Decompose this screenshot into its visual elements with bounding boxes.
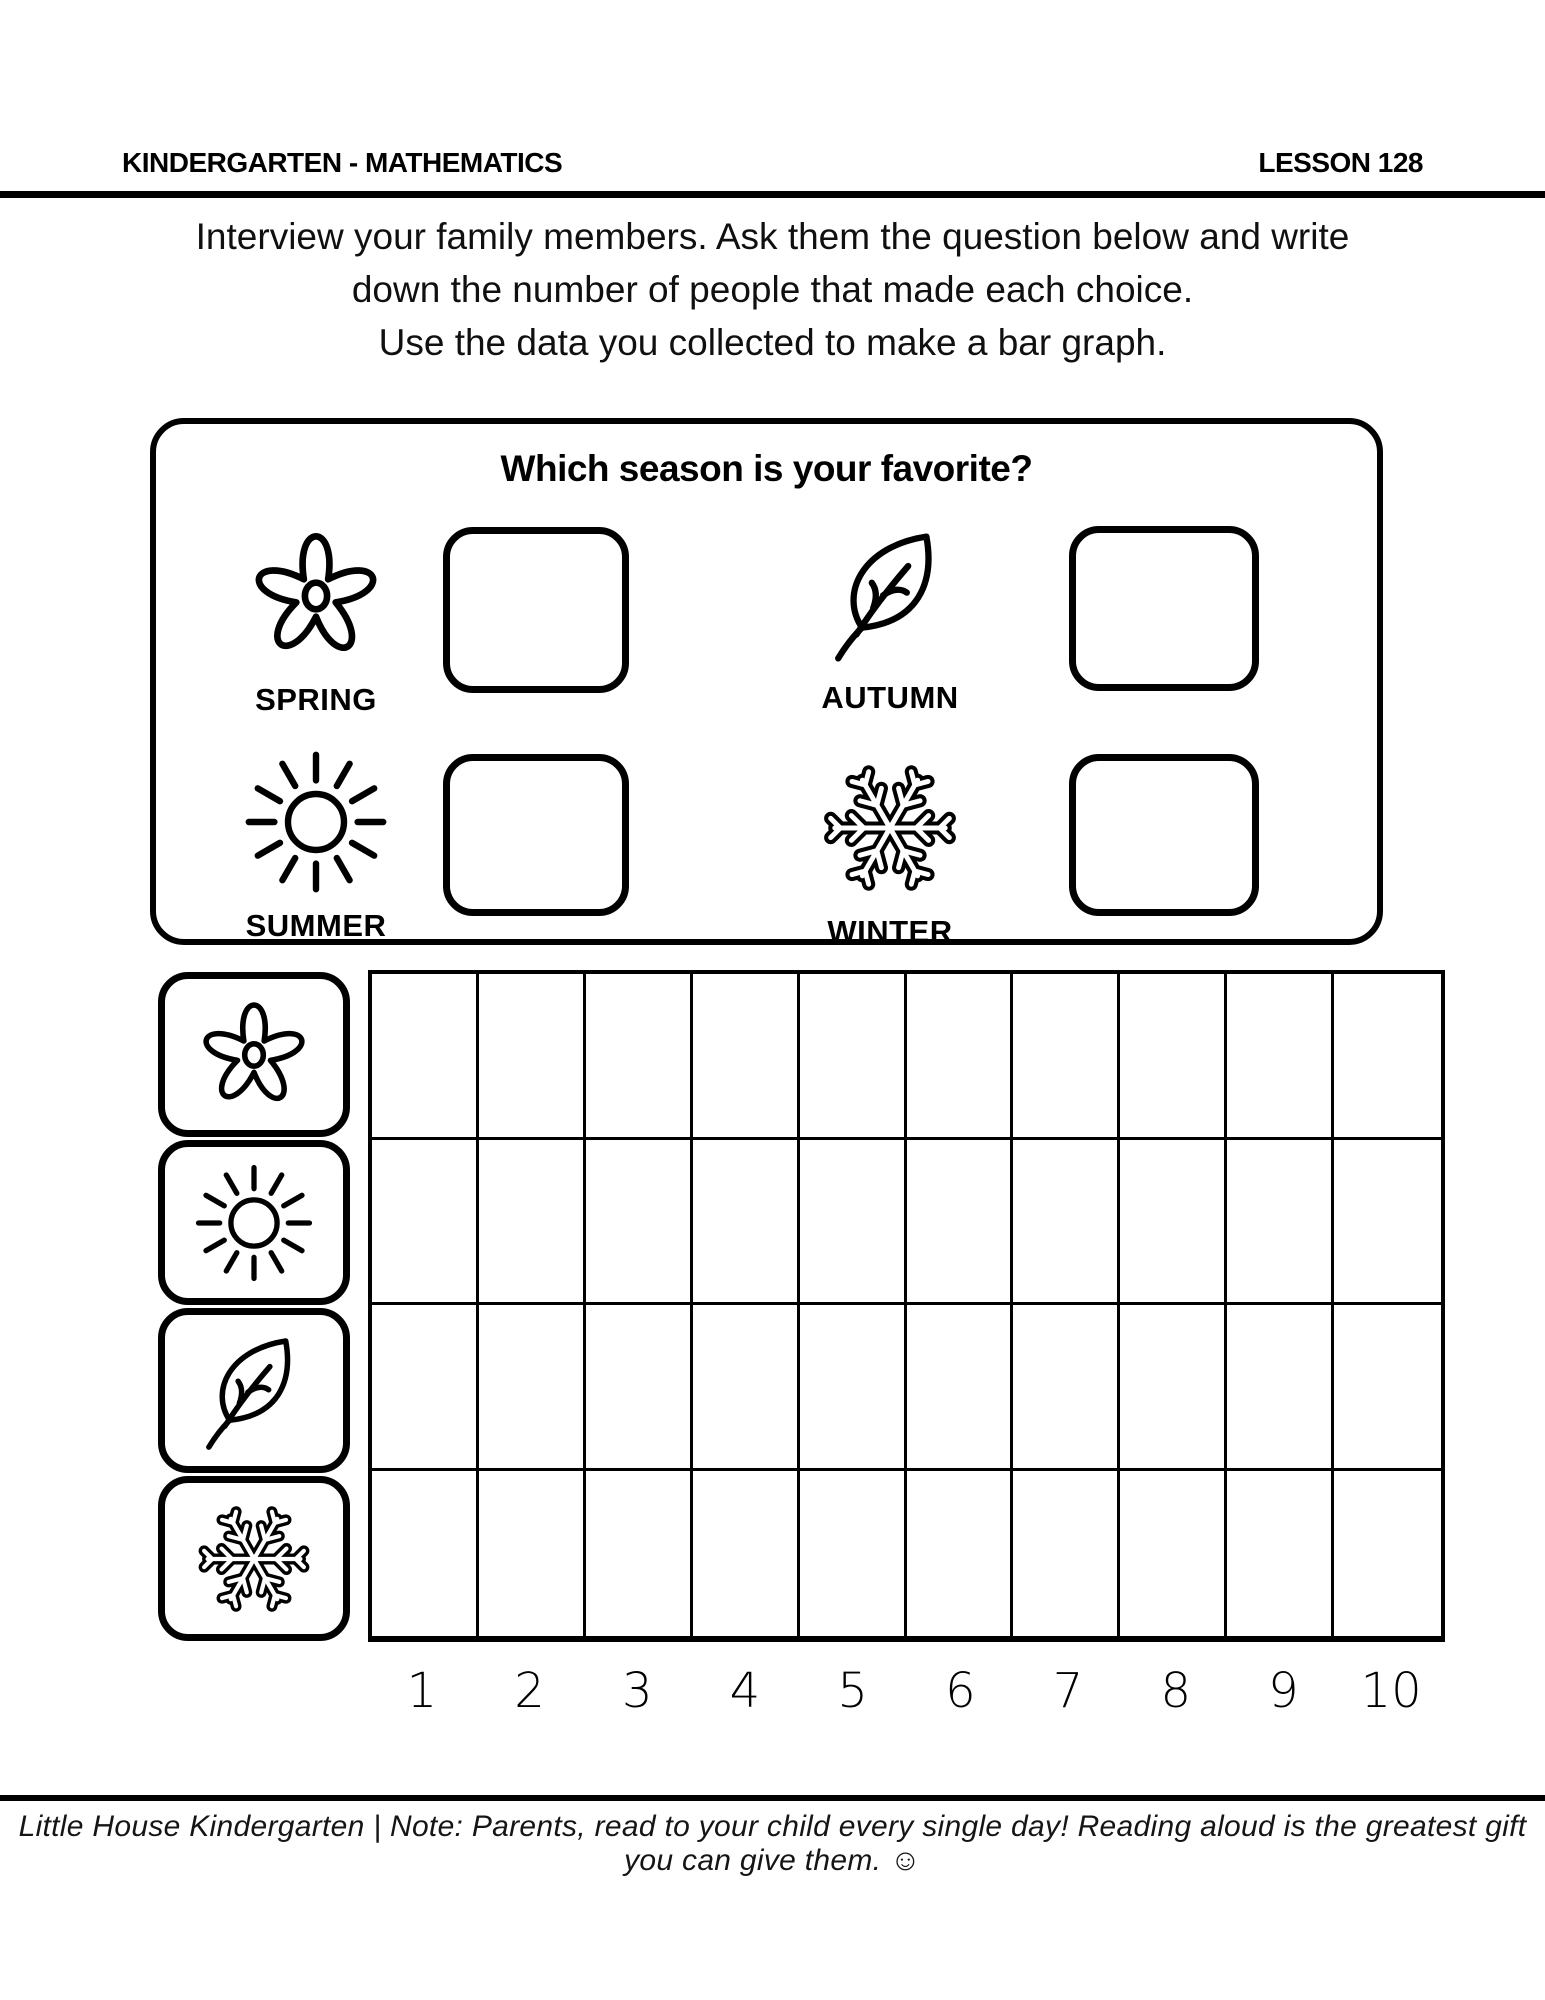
autumn-count-box[interactable]	[1069, 526, 1259, 691]
row-tile-summer	[158, 1140, 350, 1305]
grid-cell-r4-c9[interactable]	[1227, 1471, 1334, 1637]
grid-cell-r2-c5[interactable]	[800, 1140, 907, 1306]
grid-cell-r1-c6[interactable]	[907, 974, 1014, 1140]
grid-cell-r2-c8[interactable]	[1120, 1140, 1227, 1306]
x-tick-7: 7	[1052, 1663, 1084, 1719]
grid-cell-r4-c3[interactable]	[586, 1471, 693, 1637]
leaf-icon	[820, 514, 960, 674]
snowflake-icon	[196, 1501, 312, 1617]
grid-cell-r3-c4[interactable]	[693, 1305, 800, 1471]
x-tick-4: 4	[729, 1663, 761, 1719]
option-label-summer: SUMMER	[245, 908, 387, 943]
bar-graph-grid	[368, 970, 1445, 1642]
grid-cell-r4-c2[interactable]	[479, 1471, 586, 1637]
grid-cell-r4-c8[interactable]	[1120, 1471, 1227, 1637]
leaf-icon	[193, 1330, 315, 1452]
grid-cell-r3-c2[interactable]	[479, 1305, 586, 1471]
x-tick-6: 6	[945, 1663, 976, 1719]
x-tick-9: 9	[1268, 1663, 1299, 1719]
x-tick-3: 3	[621, 1663, 653, 1719]
grid-cell-r4-c7[interactable]	[1013, 1471, 1120, 1637]
grid-cell-r2-c10[interactable]	[1334, 1140, 1441, 1306]
grid-cell-r3-c3[interactable]	[586, 1305, 693, 1471]
grid-cell-r3-c9[interactable]	[1227, 1305, 1334, 1471]
grid-cell-r1-c5[interactable]	[800, 974, 907, 1140]
sun-icon	[188, 1157, 320, 1289]
x-tick-1: 1	[406, 1663, 438, 1719]
x-axis-numbers	[368, 1664, 1445, 1718]
winter-count-box[interactable]	[1069, 754, 1259, 916]
header-divider	[0, 191, 1545, 198]
grid-cell-r1-c10[interactable]	[1334, 974, 1441, 1140]
survey-box	[150, 418, 1383, 949]
flower-icon	[242, 516, 390, 676]
grid-cell-r3-c1[interactable]	[372, 1305, 479, 1471]
sun-icon	[236, 742, 396, 902]
grid-cell-r2-c4[interactable]	[693, 1140, 800, 1306]
flower-icon	[192, 993, 316, 1117]
grid-cell-r1-c9[interactable]	[1227, 974, 1334, 1140]
grid-cell-r2-c9[interactable]	[1227, 1140, 1334, 1306]
grid-cell-r3-c6[interactable]	[907, 1305, 1014, 1471]
grid-cell-r4-c10[interactable]	[1334, 1471, 1441, 1637]
footer-note: Little House Kindergarten | Note: Parents, read to your child every single day! Reading aloud is the greatest gift you can give them. ☺	[18, 1810, 1527, 1877]
option-label-spring: SPRING	[255, 682, 377, 717]
option-label-winter: WINTER	[827, 914, 953, 949]
grid-cell-r1-c3[interactable]	[586, 974, 693, 1140]
instructions	[0, 210, 1545, 369]
option-autumn	[780, 514, 1000, 716]
grid-cell-r3-c10[interactable]	[1334, 1305, 1441, 1471]
grid-cell-r1-c1[interactable]	[372, 974, 479, 1140]
survey-question: Which season is your favorite?	[500, 448, 1033, 489]
x-tick-5: 5	[837, 1663, 868, 1719]
course-title: KINDERGARTEN - MATHEMATICS	[122, 147, 563, 178]
row-tile-spring	[158, 972, 350, 1137]
grid-cell-r4-c6[interactable]	[907, 1471, 1014, 1637]
grid-cell-r3-c7[interactable]	[1013, 1305, 1120, 1471]
row-tile-autumn	[158, 1308, 350, 1473]
option-winter	[780, 748, 1000, 950]
grid-cell-r4-c1[interactable]	[372, 1471, 479, 1637]
footer-divider	[0, 1795, 1545, 1801]
lesson-number: LESSON 128	[1258, 147, 1423, 178]
grid-cell-r3-c8[interactable]	[1120, 1305, 1227, 1471]
snowflake-icon	[821, 748, 959, 908]
grid-cell-r1-c8[interactable]	[1120, 974, 1227, 1140]
grid-cell-r4-c5[interactable]	[800, 1471, 907, 1637]
grid-cell-r1-c4[interactable]	[693, 974, 800, 1140]
option-summer	[206, 742, 426, 944]
grid-cell-r2-c1[interactable]	[372, 1140, 479, 1306]
instructions-line-1: Interview your family members. Ask them the question below and write	[195, 216, 1350, 257]
x-tick-10: 10	[1360, 1663, 1422, 1719]
x-tick-8: 8	[1160, 1663, 1192, 1719]
row-tile-winter	[158, 1476, 350, 1641]
grid-cell-r2-c3[interactable]	[586, 1140, 693, 1306]
spring-count-box[interactable]	[443, 527, 629, 693]
grid-cell-r2-c2[interactable]	[479, 1140, 586, 1306]
grid-cell-r2-c6[interactable]	[907, 1140, 1014, 1306]
grid-cell-r1-c7[interactable]	[1013, 974, 1120, 1140]
summer-count-box[interactable]	[443, 754, 629, 916]
option-spring	[206, 516, 426, 718]
instructions-line-2: down the number of people that made each choice.	[351, 269, 1194, 310]
grid-cell-r3-c5[interactable]	[800, 1305, 907, 1471]
option-label-autumn: AUTUMN	[821, 680, 959, 715]
x-tick-2: 2	[514, 1663, 545, 1719]
grid-cell-r2-c7[interactable]	[1013, 1140, 1120, 1306]
grid-cell-r1-c2[interactable]	[479, 974, 586, 1140]
instructions-line-3: Use the data you collected to make a bar graph.	[378, 322, 1167, 363]
grid-cell-r4-c4[interactable]	[693, 1471, 800, 1637]
